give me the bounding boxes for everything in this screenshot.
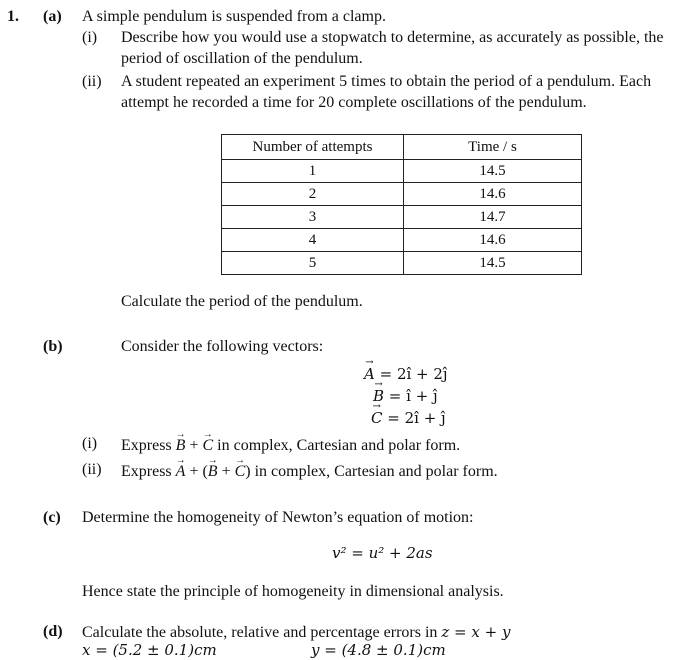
- part-d-equation: z = x + y: [441, 623, 511, 641]
- table-row: [222, 252, 582, 275]
- part-d-label: (d): [43, 623, 63, 640]
- vector-b-equation: [373, 386, 438, 406]
- plus-sign: +: [217, 463, 235, 480]
- vector-a-symbol: → A: [176, 462, 186, 482]
- time-cell: 14.6: [404, 183, 582, 206]
- question-number: 1.: [7, 8, 19, 25]
- vector-b-expr: = î + ĵ: [384, 387, 438, 405]
- vector-b-symbol: → B: [208, 462, 218, 482]
- time-cell: 14.6: [404, 229, 582, 252]
- plus-sign: +: [185, 437, 203, 454]
- part-a-ii-line1: A student repeated an experiment 5 times to obtain the period of a pendulum. Each: [121, 73, 652, 90]
- attempt-cell: 3: [222, 206, 404, 229]
- part-a-ii-line2: attempt he recorded a time for 20 complete oscillations of the pendulum.: [121, 94, 587, 111]
- part-d-text-pre: Calculate the absolute, relative and percentage errors in: [82, 624, 442, 641]
- part-b-ii-pre: Express: [121, 463, 176, 480]
- vector-c-equation: [371, 408, 446, 428]
- part-a-calculate: Calculate the period of the pendulum.: [121, 293, 363, 310]
- part-a-i-line2: period of oscillation of the pendulum.: [121, 50, 363, 67]
- time-cell: 14.5: [404, 160, 582, 183]
- part-b-i-post: in complex, Cartesian and polar form.: [213, 437, 461, 454]
- part-b-intro: Consider the following vectors:: [121, 338, 324, 355]
- y-value: y = (4.8 ± 0.1)cm: [311, 641, 446, 659]
- part-c-label: (c): [43, 509, 61, 526]
- vector-b-symbol: → B: [176, 436, 186, 456]
- time-cell: 14.5: [404, 252, 582, 275]
- vector-b-symbol: → B: [373, 386, 384, 406]
- part-a-i-label: (i): [82, 29, 98, 46]
- part-b-i-label: (i): [82, 435, 98, 452]
- part-a-label: (a): [43, 8, 62, 25]
- part-b-label: (b): [43, 338, 63, 355]
- time-cell: 14.7: [404, 206, 582, 229]
- vector-c-expr: = 2î + ĵ: [382, 409, 446, 427]
- newton-equation: v² = u² + 2as: [332, 544, 433, 562]
- part-c-hence: Hence state the principle of homogeneity in dimensional analysis.: [82, 583, 504, 600]
- attempt-cell: 5: [222, 252, 404, 275]
- x-value: x = (5.2 ± 0.1)cm: [82, 641, 217, 659]
- plus-paren: + (: [185, 463, 208, 480]
- vector-c-symbol: → C: [235, 462, 246, 482]
- table-header-row: [222, 135, 582, 160]
- part-b-i-text: [121, 436, 460, 456]
- part-a-i-line1: Describe how you would use a stopwatch to determine, as accurately as possible, the: [121, 29, 664, 46]
- vector-a-expr: = 2î + 2ĵ: [374, 365, 448, 383]
- part-b-i-pre: Express: [121, 437, 176, 454]
- part-b-ii-label: (ii): [82, 461, 102, 478]
- part-a-text: A simple pendulum is suspended from a clamp.: [82, 8, 386, 25]
- table-row: [222, 229, 582, 252]
- column-header-time: Time / s: [404, 135, 582, 160]
- attempt-cell: 4: [222, 229, 404, 252]
- table-row: [222, 206, 582, 229]
- part-a-ii-label: (ii): [82, 73, 102, 90]
- table-row: [222, 183, 582, 206]
- vector-c-symbol: → C: [371, 408, 382, 428]
- attempt-cell: 1: [222, 160, 404, 183]
- vector-c-symbol: → C: [202, 436, 213, 456]
- part-b-ii-text: [121, 462, 498, 482]
- column-header-attempts: Number of attempts: [222, 135, 404, 160]
- part-c-text: Determine the homogeneity of Newton’s equation of motion:: [82, 509, 474, 526]
- table-row: [222, 160, 582, 183]
- attempt-cell: 2: [222, 183, 404, 206]
- part-b-ii-post: ) in complex, Cartesian and polar form.: [245, 463, 498, 480]
- attempts-table: [221, 134, 582, 275]
- vector-a-symbol: → A: [364, 364, 375, 384]
